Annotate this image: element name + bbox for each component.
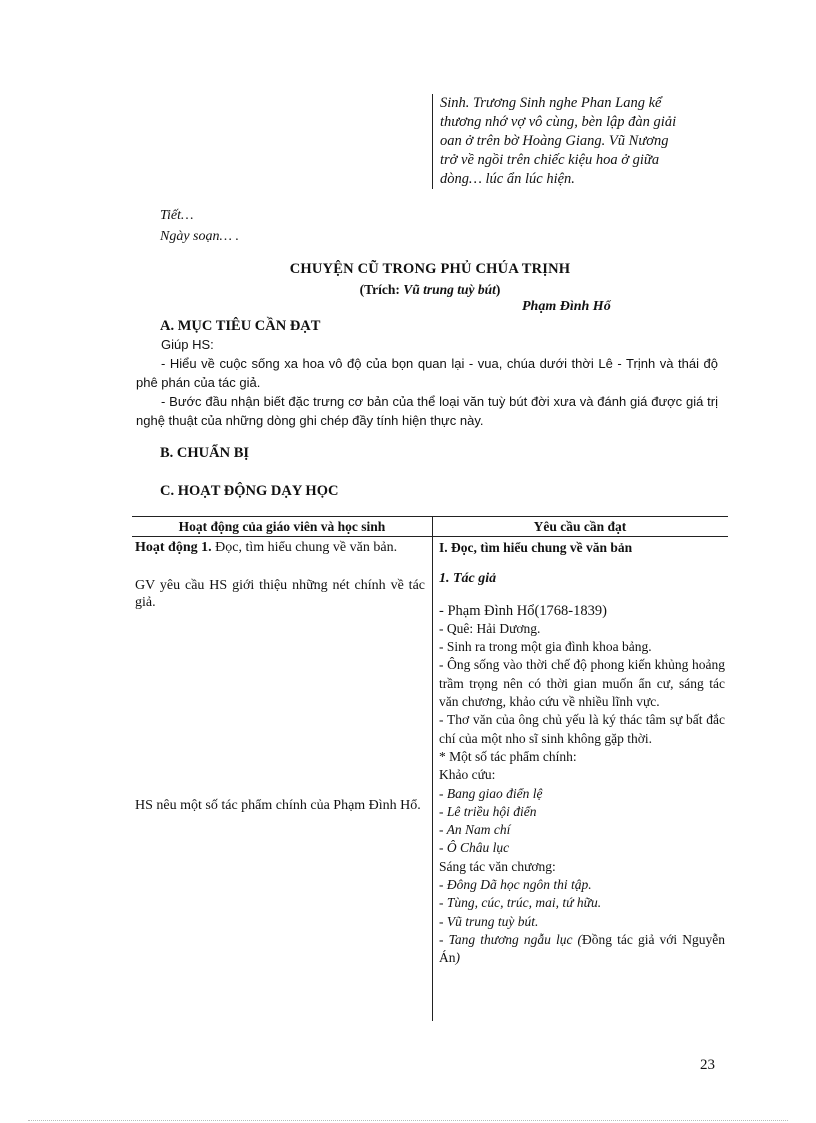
gv-request: GV yêu cầu HS giới thiệu những nét chính về tác giả.	[135, 578, 425, 610]
author-point: - Thơ văn của ông chủ yếu là ký thác tâm sự bất đắc chí của một nho sĩ sinh không gặp thời.	[439, 712, 725, 746]
hs-works: HS nêu một số tác phẩm chính của Phạm Đình Hổ.	[135, 798, 421, 813]
literary-work: - Đông Dã học ngôn thi tập.	[439, 877, 592, 893]
subtitle-prefix: (Trích:	[359, 282, 404, 297]
continuation-text-box	[432, 94, 728, 189]
date-label: Ngày soạn… .	[160, 229, 239, 244]
last-work-title: Tang thương ngẫu lục	[448, 931, 573, 947]
lesson-label: Tiết…	[160, 208, 194, 223]
author-point: - Quê: Hải Dương.	[439, 620, 541, 636]
continuation-line: oan ở trên bờ Hoàng Giang. Vũ Nương	[440, 133, 669, 149]
last-work-open: (	[572, 931, 583, 947]
research-work: - Bang giao điển lệ	[439, 785, 543, 801]
research-work: - Lê triều hội điển	[439, 803, 537, 819]
last-work-close: )	[455, 950, 460, 966]
section-c-heading: C. HOẠT ĐỘNG DẠY HỌC	[160, 483, 339, 499]
research-label: Khảo cứu:	[439, 767, 496, 783]
section-b-heading: B. CHUẨN BỊ	[160, 445, 250, 461]
page-bottom-dotted-rule	[28, 1120, 788, 1121]
section-a-intro: Giúp HS:	[161, 337, 214, 352]
continuation-line: thương nhớ vợ vô cùng, bèn lập đàn giải	[440, 114, 677, 130]
continuation-line: Sinh. Trương Sinh nghe Phan Lang kể	[440, 95, 662, 111]
author-point: - Sinh ra trong một gia đình khoa bảng.	[439, 639, 652, 655]
outcomes-column	[439, 539, 725, 968]
table-column-divider	[432, 516, 433, 1021]
last-work-dash: -	[439, 931, 449, 947]
subtitle-work: Vũ trung tuỳ bút	[403, 282, 496, 297]
last-work-note: Đồng tác giả với Nguyễn Án	[439, 931, 726, 966]
section-i-title: I. Đọc, tìm hiểu chung về văn bản	[439, 540, 633, 555]
page-number: 23	[700, 1057, 715, 1073]
continuation-line: trở về ngồi trên chiếc kiệu hoa ở giữa	[440, 152, 660, 168]
research-work: - Ô Châu lục	[439, 840, 510, 856]
document-subtitle	[0, 282, 816, 298]
subtitle-suffix: )	[495, 282, 501, 297]
table-header-rule	[132, 536, 728, 537]
table-header-teacher: Hoạt động của giáo viên và học sinh	[178, 519, 386, 534]
activity-1	[135, 539, 425, 556]
literary-work: - Tùng, cúc, trúc, mai, tứ hữu.	[439, 895, 602, 911]
activity-label: Hoạt động 1.	[135, 540, 212, 555]
research-work: - An Nam chí	[439, 822, 511, 838]
lesson-table	[132, 516, 728, 1021]
author-subheading: 1. Tác giả	[439, 571, 497, 587]
section-a-body	[136, 335, 718, 430]
section-a-heading: A. MỤC TIÊU CẦN ĐẠT	[160, 318, 321, 334]
continuation-line: dòng… lúc ẩn lúc hiện.	[440, 171, 575, 187]
document-author: Phạm Đình Hổ	[522, 299, 611, 314]
literary-label: Sáng tác văn chương:	[439, 858, 556, 874]
works-intro: * Một số tác phẩm chính:	[439, 748, 577, 764]
section-a-point: - Hiểu về cuộc sống xa hoa vô độ của bọn quan lại - vua, chúa dưới thời Lê - Trịnh và thái độ phê phán của tác giả.	[136, 356, 718, 390]
table-header-outcomes: Yêu cầu cần đạt	[533, 519, 627, 534]
activity-text: Đọc, tìm hiểu chung về văn bản.	[211, 540, 398, 555]
literary-work: - Vũ trung tuỳ bút.	[439, 913, 539, 929]
document-title: CHUYỆN CŨ TRONG PHỦ CHÚA TRỊNH	[289, 261, 571, 277]
author-point: - Phạm Đình Hổ(1768-1839)	[439, 602, 607, 619]
literary-work-last	[439, 931, 725, 968]
table-top-rule	[132, 516, 728, 517]
section-a-point: - Bước đầu nhận biết đặc trưng cơ bản của thể loại văn tuỳ bút đời xưa và đánh giá được giá trị nghệ thuật của những dòng ghi chép đầy tính hiện thực này.	[136, 394, 718, 428]
author-point: - Ông sống vào thời chế độ phong kiến khủng hoảng trầm trọng nên có thời gian muốn ẩn cư, sáng tác văn chương, khảo cứu về nhiều lĩnh vực.	[439, 657, 725, 710]
